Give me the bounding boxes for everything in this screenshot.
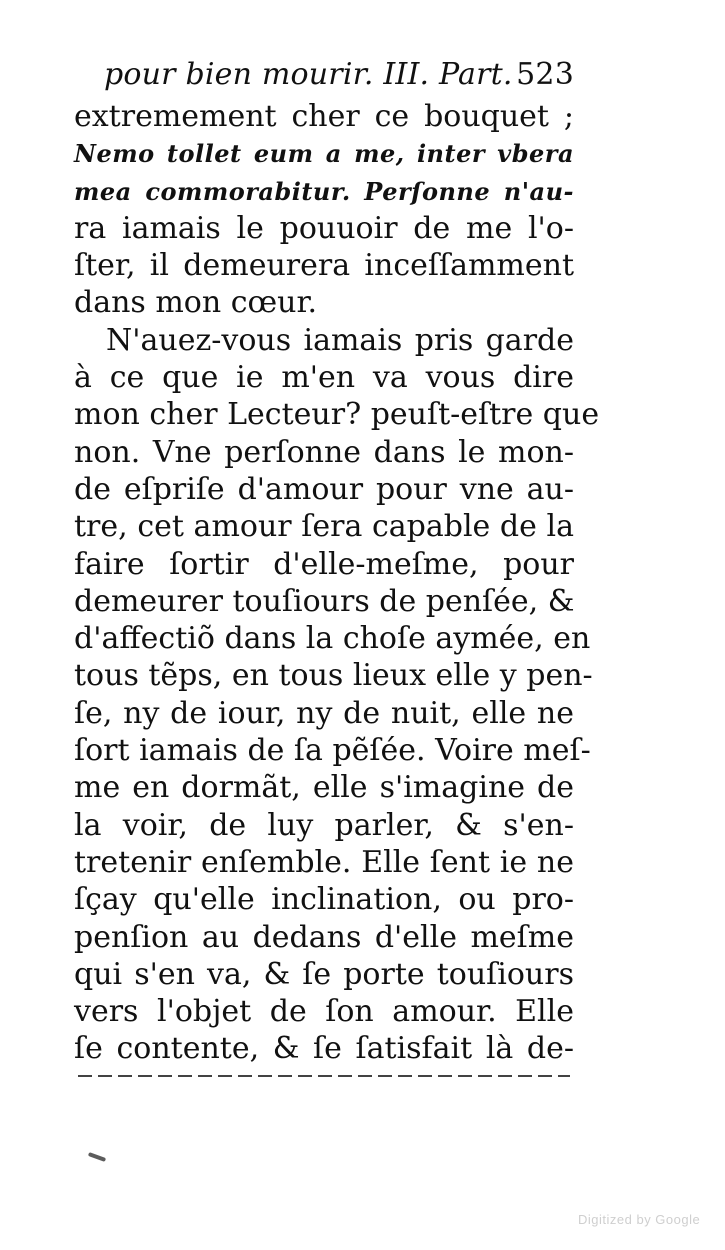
- text-line: ſe, ny de iour, ny de nuit, elle ne: [74, 695, 574, 731]
- body-text: [74, 98, 600, 1068]
- text-line: faire ſortir d'elle-meſme, pour: [74, 546, 574, 582]
- text-line: ſçay qu'elle inclination, ou pro-: [74, 882, 574, 918]
- text-line: dans mon cœur.: [74, 285, 318, 321]
- text-line: extremement cher ce bouquet ;: [74, 99, 574, 134]
- running-header: [104, 58, 574, 92]
- text-line: demeurer touſiours de penſée, &: [74, 583, 575, 619]
- page-number: 523: [516, 57, 574, 92]
- text-line: vers l'objet de ſon amour. Elle: [74, 994, 574, 1030]
- text-line: d'affectiõ dans la choſe aymée, en: [74, 621, 591, 657]
- text-line: tretenir enſemble. Elle ſent ie ne: [74, 844, 574, 880]
- text-line: tre, cet amour ſera capable de la: [74, 509, 574, 545]
- running-title: pour bien mourir. III. Part.: [104, 57, 513, 92]
- text-line: de eſpriſe d'amour pour vne au-: [74, 471, 574, 507]
- text-line: ſe contente, & ſe ſatisfait là de-: [74, 1031, 574, 1067]
- text-line: ſter, il demeurera inceſſamment: [74, 248, 574, 284]
- text-line: penſion au dedans d'elle meſme: [74, 919, 574, 955]
- ink-smudge: [88, 1152, 106, 1162]
- text-line-latin: Nemo tollet eum a me, inter vbera: [74, 139, 574, 169]
- text-line: la voir, de luy parler, & s'en-: [74, 807, 574, 843]
- text-line: non. Vne perſonne dans le mon-: [74, 434, 574, 470]
- text-line: me en dormãt, elle s'imagine de: [74, 770, 574, 806]
- scan-watermark: Digitized by Google: [578, 1212, 701, 1227]
- text-line: à ce que ie m'en va vous dire: [74, 360, 574, 396]
- text-line: mon cher Lecteur? peuſt-eſtre que: [74, 397, 600, 433]
- paragraph-start-line: N'auez-vous iamais pris garde: [106, 322, 574, 358]
- text-line: tous tẽps, en tous lieux elle y pen-: [74, 658, 593, 694]
- print-bleed-rule: [78, 1075, 570, 1077]
- text-line-latin: mea commorabitur. Perſonne n'au-: [74, 176, 574, 206]
- text-line: ſort iamais de ſa pẽſée. Voire meſ-: [74, 733, 591, 769]
- text-line: qui s'en va, & ſe porte touſiours: [74, 956, 574, 992]
- text-line: ra iamais le pouuoir de me l'o-: [74, 210, 574, 246]
